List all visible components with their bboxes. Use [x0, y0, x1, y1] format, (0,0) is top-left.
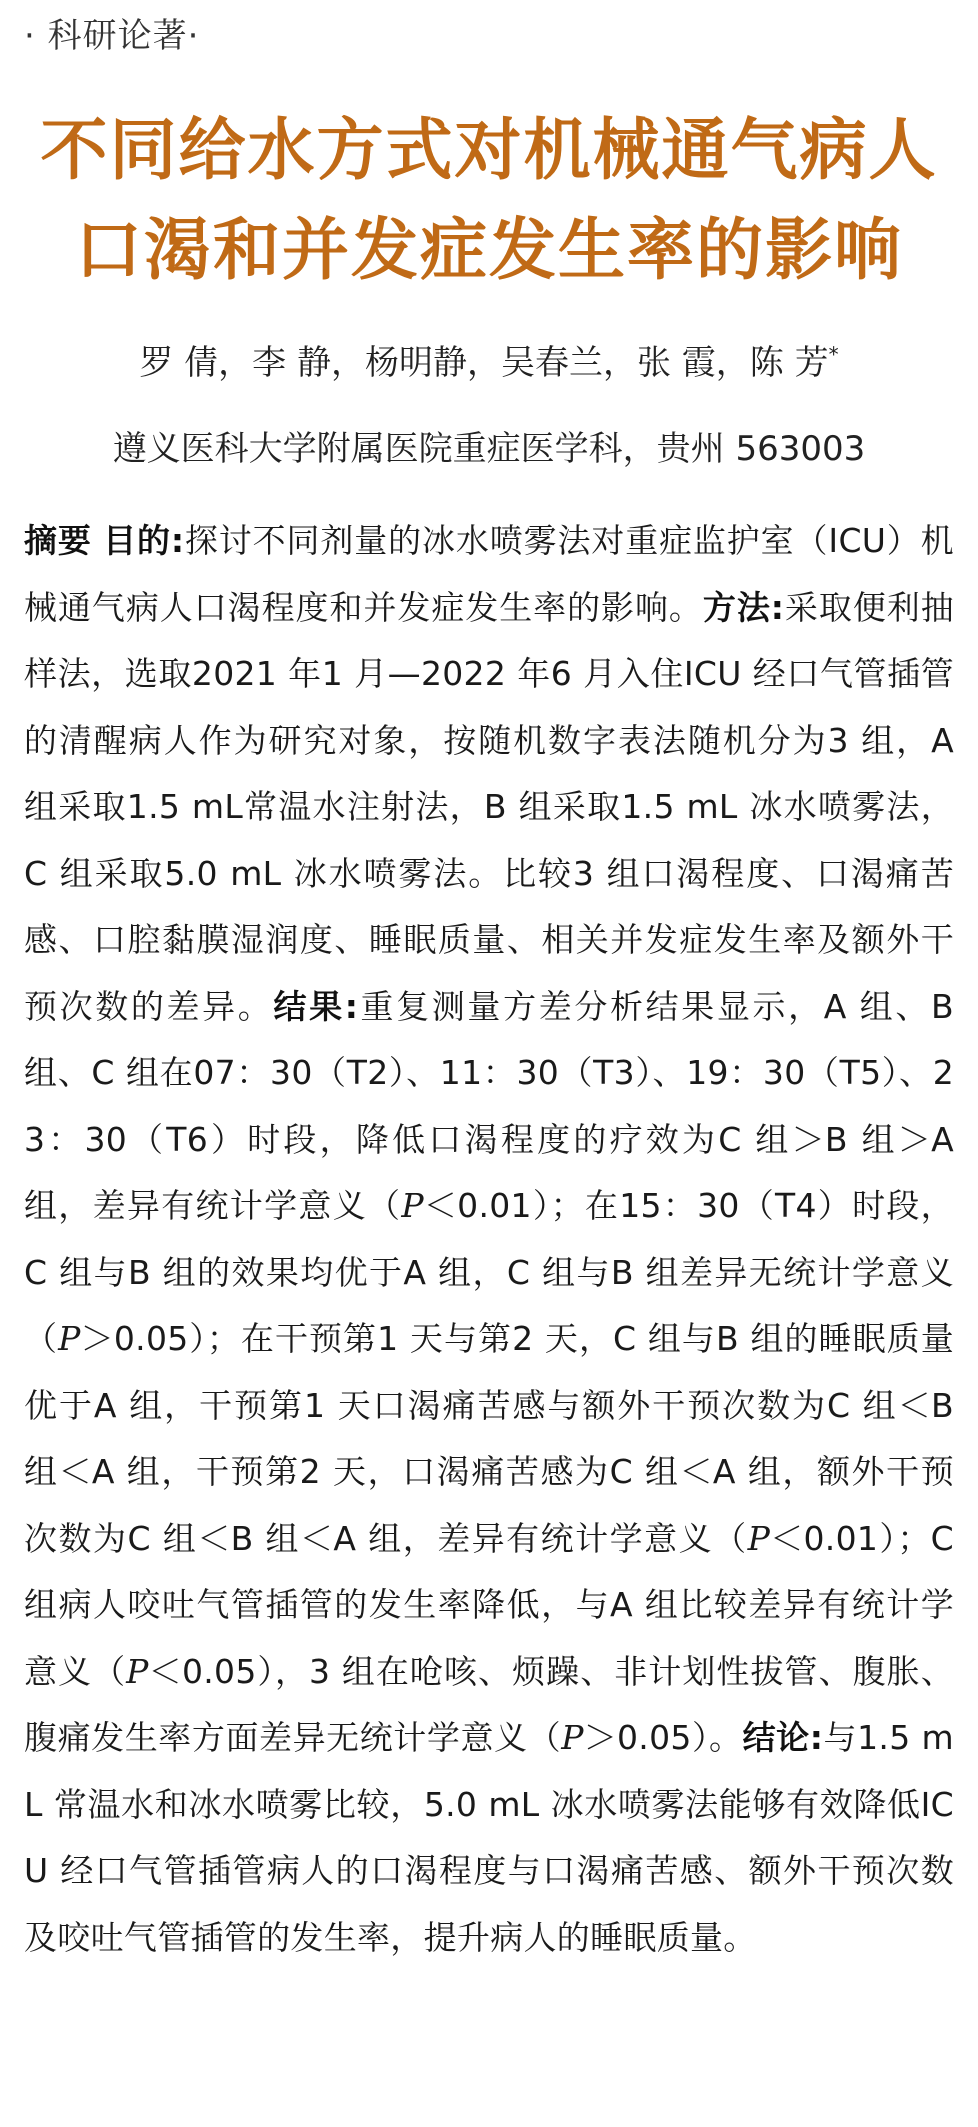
author-list	[24, 338, 954, 388]
methods-label: 方法:	[702, 587, 785, 627]
abstract-label: 摘要	[24, 521, 92, 560]
abstract-paragraph	[24, 508, 954, 1971]
section-tag: · 科研论著·	[24, 16, 200, 56]
results-label: 结果:	[273, 986, 359, 1026]
results-text-6: ＞0.05）。	[583, 1718, 743, 1757]
article-title	[24, 100, 954, 300]
results-text-4: ＜0.01）；C 组病人咬吐气管插管的发生率降低，与A 组比较差异有统计学意义（	[24, 1518, 954, 1691]
results-text-5: ＜0.05），3 组在呛咳、烦躁、非计划性拔管、腹胀、腹痛发生率方面差异无统计学意义（	[24, 1651, 954, 1757]
objective-label: 目的:	[103, 521, 185, 560]
methods-text: 采取便利抽样法，选取2021 年1 月—2022 年6 月入住ICU 经口气管插管的清醒病人作为研究对象，按随机数字表法随机分为3 组，A 组采取1.5 mL常温水注射法，B 组采取1.5 mL 冰水喷雾法，C 组采取5.0 mL 冰水喷雾法。比较3 组口渴程度、口渴痛苦感、口腔黏膜湿润度、睡眠质量、相关并发症发生率及额外干预次数的差异。	[24, 587, 955, 1026]
authors-text: 罗 倩，李 静，杨明静，吴春兰，张 霞，陈 芳	[139, 343, 829, 383]
objective-text: 探讨不同剂量的冰水喷雾法对重症监护室（ICU）机械通气病人口渴程度和并发症发生率的影响。	[24, 521, 954, 627]
conclusion-label: 结论:	[742, 1718, 824, 1757]
conclusion-text: 与1.5 mL 常温水和冰水喷雾比较，5.0 mL 冰水喷雾法能够有效降低ICU 经口气管插管病人的口渴程度与口渴痛苦感、额外干预次数及咬吐气管插管的发生率，提升病人的睡眠质量。	[24, 1718, 955, 1957]
title-line-1: 不同给水方式对机械通气病人	[40, 111, 938, 189]
results-text-1: 重复测量方差分析结果显示，A 组、B 组、C 组在07：30（T2）、11：30（T3）、19：30（T5）、23：30（T6）时段，降低口渴程度的疗效为C 组＞B 组＞A 组，差异有统计学意义（	[24, 986, 954, 1225]
results-text-2: ＜0.01）；在15：30（T4）时段，C 组与B 组的效果均优于A 组，C 组与B 组差异无统计学意义（	[24, 1186, 954, 1358]
p-value-symbol: P	[747, 1518, 771, 1558]
corresponding-author-mark: *	[828, 342, 839, 367]
p-value-symbol: P	[58, 1319, 81, 1358]
p-value-symbol: P	[126, 1651, 149, 1691]
p-value-symbol: P	[561, 1718, 584, 1757]
affiliation: 遵义医科大学附属医院重症医学科，贵州 563003	[112, 429, 866, 469]
p-value-symbol: P	[401, 1186, 424, 1225]
title-line-2: 口渴和并发症发生率的影响	[75, 211, 903, 289]
results-text-3: ＞0.05）；在干预第1 天与第2 天，C 组与B 组的睡眠质量优于A 组，干预第1 天口渴痛苦感与额外干预次数为C 组＜B 组＜A 组，干预第2 天，口渴痛苦感为C 组＜A 组，额外干预次数为C 组＜B 组＜A 组，差异有统计学意义（	[24, 1319, 954, 1558]
